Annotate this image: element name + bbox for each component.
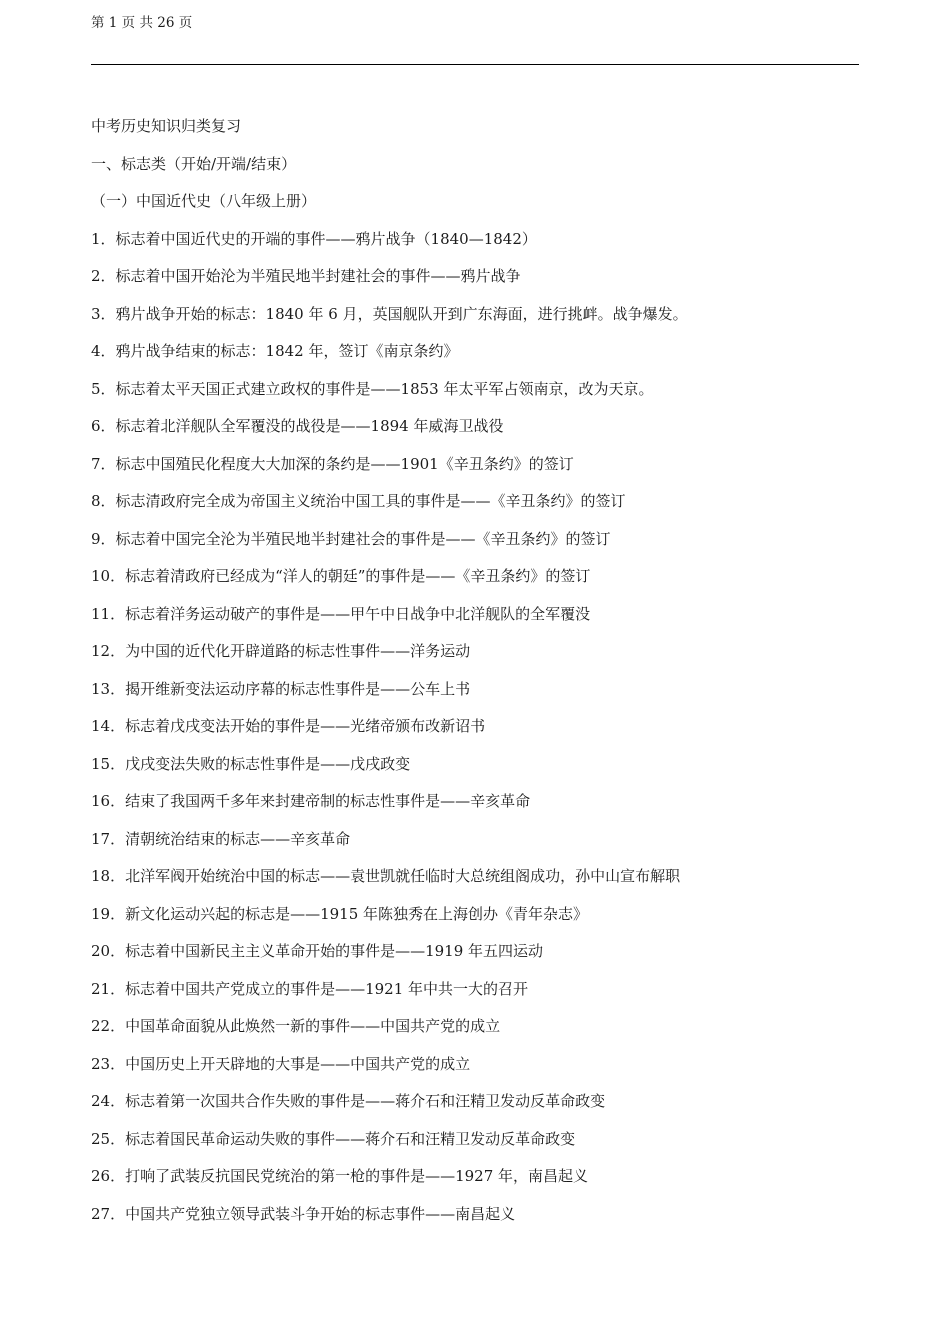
list-item: 2．标志着中国开始沦为半殖民地半封建社会的事件——鸦片战争 [91, 267, 521, 285]
list-item: 5．标志着太平天国正式建立政权的事件是——1853 年太平军占领南京，改为天京。 [91, 379, 654, 398]
list-item: 8．标志清政府完全成为帝国主义统治中国工具的事件是——《辛丑条约》的签订 [91, 492, 626, 510]
list-item: 27．中国共产党独立领导武装斗争开始的标志事件——南昌起义 [91, 1204, 516, 1223]
list-item: 13．揭开维新变法运动序幕的标志性事件是——公车上书 [91, 679, 471, 698]
list-item: 10．标志着清政府已经成为“洋人的朝廷”的事件是——《辛丑条约》的签订 [91, 567, 591, 585]
page-number-header: 第 1 页 共 26 页 [91, 15, 193, 31]
item-list [91, 227, 859, 1240]
list-item: 22．中国革命面貌从此焕然一新的事件——中国共产党的成立 [91, 1017, 501, 1035]
list-item: 26．打响了武装反抗国民党统治的第一枪的事件是——1927 年，南昌起义 [91, 1167, 589, 1185]
list-item: 23．中国历史上开天辟地的大事是——中国共产党的成立 [91, 1054, 471, 1073]
list-item: 3．鸦片战争开始的标志：1840 年 6 月，英国舰队开到广东海面，进行挑衅。战争爆发。 [91, 304, 688, 323]
list-item: 7．标志中国殖民化程度大大加深的条约是——1901《辛丑条约》的签订 [91, 454, 574, 473]
section-heading: 一、标志类（开始/开端/结束） [91, 154, 297, 173]
list-item: 15．戊戌变法失败的标志性事件是——戊戌政变 [91, 754, 411, 773]
subsection-heading: （一）中国近代史（八年级上册） [91, 192, 317, 210]
list-item: 21．标志着中国共产党成立的事件是——1921 年中共一大的召开 [91, 979, 529, 998]
document-title: 中考历史知识归类复习 [91, 117, 242, 135]
header-divider [91, 64, 859, 65]
document-body [91, 114, 859, 1239]
list-item: 18．北洋军阀开始统治中国的标志——袁世凯就任临时大总统组阁成功，孙中山宣布解职 [91, 867, 681, 885]
list-item: 1．标志着中国近代史的开端的事件——鸦片战争（1840—1842） [91, 229, 537, 248]
list-item: 19．新文化运动兴起的标志是——1915 年陈独秀在上海创办《青年杂志》 [91, 904, 589, 923]
list-item: 11．标志着洋务运动破产的事件是——甲午中日战争中北洋舰队的全军覆没 [91, 604, 591, 623]
list-item: 9．标志着中国完全沦为半殖民地半封建社会的事件是——《辛丑条约》的签订 [91, 529, 611, 548]
list-item: 20．标志着中国新民主主义革命开始的事件是——1919 年五四运动 [91, 942, 544, 960]
list-item: 16．结束了我国两千多年来封建帝制的标志性事件是——辛亥革命 [91, 792, 531, 810]
list-item: 12．为中国的近代化开辟道路的标志性事件——洋务运动 [91, 642, 471, 660]
list-item: 17．清朝统治结束的标志——辛亥革命 [91, 829, 351, 848]
list-item: 24．标志着第一次国共合作失败的事件是——蒋介石和汪精卫发动反革命政变 [91, 1092, 606, 1110]
list-item: 4．鸦片战争结束的标志：1842 年，签订《南京条约》 [91, 342, 459, 360]
list-item: 14．标志着戊戌变法开始的事件是——光绪帝颁布改新诏书 [91, 717, 486, 735]
list-item: 25．标志着国民革命运动失败的事件——蒋介石和汪精卫发动反革命政变 [91, 1129, 576, 1148]
list-item: 6．标志着北洋舰队全军覆没的战役是——1894 年威海卫战役 [91, 417, 504, 435]
